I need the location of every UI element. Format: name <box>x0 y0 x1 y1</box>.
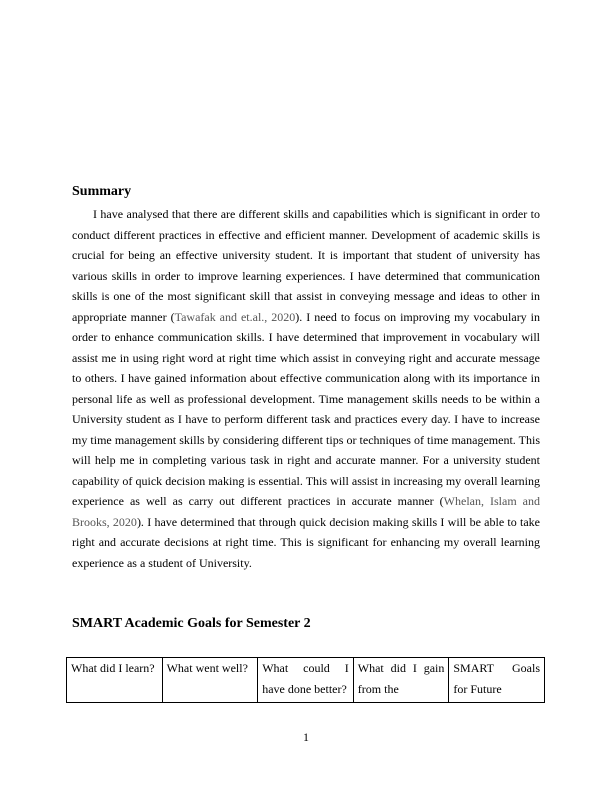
citation-whelan: Whelan, Islam and Brooks, 2020 <box>72 494 540 529</box>
column-header-learn: What did I learn? <box>67 658 163 703</box>
summary-text-3: ). I have determined that through quick decision making skills I will be able to take right and accurate decisions at right time. This is significant for enhancing my overall learning experience as a student of University. <box>72 514 541 570</box>
column-header-better: What could I have done better? <box>258 658 354 703</box>
summary-paragraph <box>72 204 540 573</box>
column-header-smart-goals: SMART Goals for Future <box>449 658 545 703</box>
goals-table <box>66 657 545 703</box>
summary-text-2: ). I need to focus on improving my vocabulary in order to enhance communication skills. I have determined that improvement in vocabulary will assist me in using right word at right time which assist in conveying right and accurate message to others. I have gained information about effective communication along with its importance in personal life as well as professional development. Time management skills needs to be within a University student as I have to perform different task and practices every day. I have to increase my time management skills by considering different tips or techniques of time management. This will help me in completing various task in right and accurate manner. For a university student capability of quick decision making is essential. This will assist in increasing my overall learning experience as well as carry out different practices in accurate manner ( <box>72 309 540 508</box>
page-number: 1 <box>303 730 309 744</box>
citation-tawafak: Tawafak and et.al., 2020 <box>174 309 296 324</box>
goals-heading: SMART Academic Goals for Semester 2 <box>72 616 311 631</box>
column-header-went-well: What went well? <box>162 658 258 703</box>
summary-heading: Summary <box>72 184 132 199</box>
summary-text-1: I have analysed that there are different skills and capabilities which is significant in order to conduct different practices in effective and efficient manner. Development of academic skills is crucial for being an effective university student. It is important that student of university has various skills in order to improve learning experiences. I have determined that communication skills is one of the most significant skill that assist in conveying message and ideas to other in appropriate manner ( <box>72 207 540 324</box>
table-header-row <box>67 658 545 703</box>
column-header-gain: What did I gain from the <box>353 658 449 703</box>
